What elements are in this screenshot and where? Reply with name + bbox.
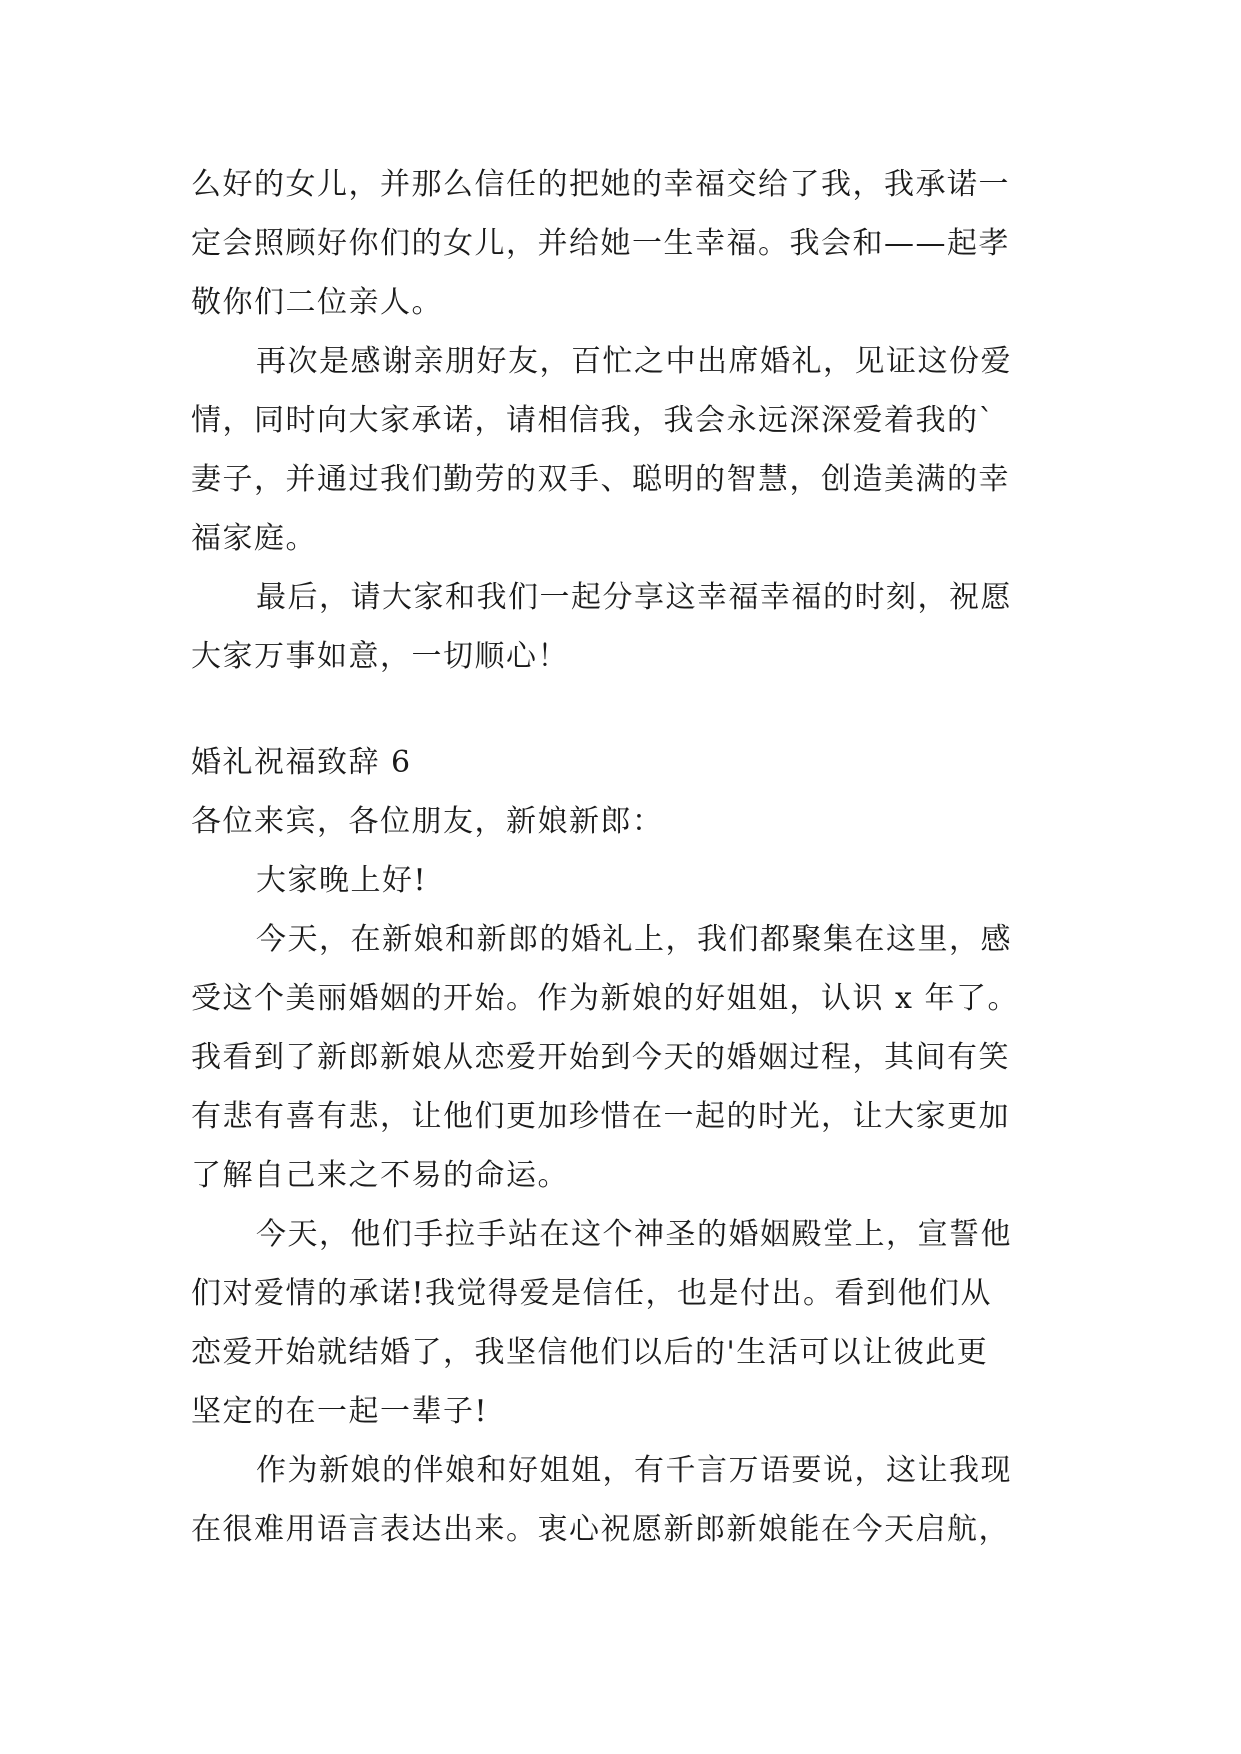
section-heading: 婚礼祝福致辞 6: [191, 745, 412, 780]
text-line: 情，同时向大家承诺，请相信我，我会永远深深爱着我的`: [191, 403, 995, 438]
text-line: 最后，请大家和我们一起分享这幸福幸福的时刻，祝愿: [256, 580, 1012, 615]
text-line: 作为新娘的伴娘和好姐姐，有千言万语要说，这让我现: [256, 1453, 1012, 1488]
text-line: 今天，他们手拉手站在这个神圣的婚姻殿堂上，宣誓他: [256, 1217, 1012, 1252]
text-line: 定会照顾好你们的女儿，并给她一生幸福。我会和——起孝: [191, 226, 1010, 261]
text-line: 有悲有喜有悲，让他们更加珍惜在一起的时光，让大家更加: [191, 1099, 1010, 1134]
text-line: 福家庭。: [191, 521, 317, 556]
text-line: 今天，在新娘和新郎的婚礼上，我们都聚集在这里，感: [256, 922, 1012, 957]
salutation: 各位来宾，各位朋友，新娘新郎：: [191, 804, 664, 839]
text-line: 大家万事如意，一切顺心！: [191, 639, 569, 674]
text-line: 了解自己来之不易的命运。: [191, 1158, 569, 1193]
greeting: 大家晚上好!: [256, 863, 428, 898]
text-line: 恋爱开始就结婚了，我坚信他们以后的'生活可以让彼此更: [191, 1335, 989, 1370]
text-line: 坚定的在一起一辈子!: [191, 1394, 489, 1429]
text-line: 们对爱情的承诺!我觉得爱是信任，也是付出。看到他们从: [191, 1276, 993, 1311]
text-line: 再次是感谢亲朋好友，百忙之中出席婚礼，见证这份爱: [256, 344, 1012, 379]
text-line: 妻子，并通过我们勤劳的双手、聪明的智慧，创造美满的幸: [191, 462, 1010, 497]
text-line: 在很难用语言表达出来。衷心祝愿新郎新娘能在今天启航，: [191, 1512, 1010, 1547]
text-line: 我看到了新郎新娘从恋爱开始到今天的婚姻过程，其间有笑: [191, 1040, 1010, 1075]
text-line: 么好的女儿，并那么信任的把她的幸福交给了我，我承诺一: [191, 167, 1010, 202]
text-line: 敬你们二位亲人。: [191, 285, 443, 320]
text-line: 受这个美丽婚姻的开始。作为新娘的好姐姐，认识 x 年了。: [191, 981, 1019, 1016]
